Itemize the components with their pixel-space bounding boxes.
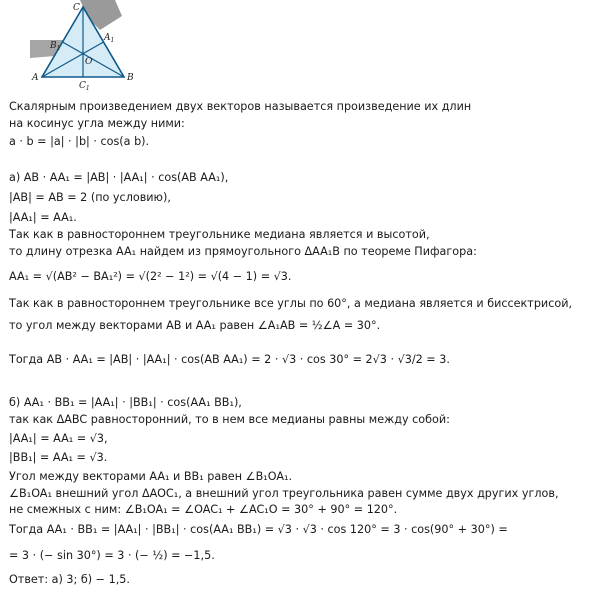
part-b-angle: Угол между векторами AA₁ и BB₁ равен ∠B₁OA₁.: [9, 470, 293, 483]
part-a-formula-2: |AB| = AB = 2 (по условию),: [9, 191, 171, 204]
part-b-formula-1: б) AA₁ · BB₁ = |AA₁| · |BB₁| · cos(AA₁ BB₁),: [9, 396, 242, 409]
label-b1: $B_1$: [50, 41, 61, 52]
label-c: C: [73, 3, 80, 13]
part-a-formula-3: |AA₁| = AA₁.: [9, 211, 77, 224]
label-a: A: [32, 73, 39, 83]
part-a-result: Тогда AB · AA₁ = |AB| · |AA₁| · cos(AB AA₁) = 2 · √3 · cos 30° = 2√3 · √3/2 = 3.: [9, 353, 450, 366]
part-a-formula-1: а) AB · AA₁ = |AB| · |AA₁| · cos(AB AA₁),: [9, 171, 229, 184]
label-a1: $A_1$: [104, 33, 115, 44]
part-a-pythagoras: AA₁ = √(AB² − BA₁²) = √(2² − 1²) = √(4 − 1) = √3.: [9, 270, 292, 283]
label-o: O: [85, 57, 93, 67]
part-a-text-3: Так как в равностороннем треугольнике все углы по 60°, а медиана является и биссектрисой,: [9, 297, 573, 310]
label-c1: $C_1$: [79, 81, 90, 92]
part-b-text-2: ∠B₁OA₁ внешний угол ΔAOC₁, а внешний угол треугольника равен сумме двух других углов,: [9, 487, 559, 500]
part-a-angle: то угол между векторами AB и AA₁ равен ∠A₁AB = ½∠A = 30°.: [9, 319, 381, 332]
part-a-text-1: Так как в равностороннем треугольнике медиана является и высотой,: [9, 228, 430, 241]
definition-formula: a · b = |a| · |b| · cos(a b).: [9, 135, 150, 148]
part-b-text-1: так как ΔABC равносторонний, то в нем все медианы равны между собой:: [9, 413, 450, 426]
label-b: B: [127, 73, 134, 83]
part-b-formula-3: |BB₁| = AA₁ = √3.: [9, 451, 108, 464]
definition-line-1: Скалярным произведением двух векторов называется произведение их длин: [9, 100, 472, 113]
part-b-formula-2: |AA₁| = AA₁ = √3,: [9, 432, 108, 445]
part-a-text-2: то длину отрезка AA₁ найдем из прямоугольного ΔAA₁B по теореме Пифагора:: [9, 245, 477, 258]
triangle-figure: [30, 0, 140, 92]
definition-line-2: на косинус угла между ними:: [9, 117, 185, 130]
part-b-result-1: Тогда AA₁ · BB₁ = |AA₁| · |BB₁| · cos(AA₁ BB₁) = √3 · √3 · cos 120° = 3 · cos(90° + 30°) =: [9, 523, 508, 536]
part-b-result-2: = 3 · (− sin 30°) = 3 · (− ½) = −1,5.: [9, 549, 215, 562]
part-b-angle-sum: не смежных с ним: ∠B₁OA₁ = ∠OAC₁ + ∠AC₁O = 30° + 90° = 120°.: [9, 503, 398, 516]
answer-line: Ответ: а) 3; б) − 1,5.: [9, 573, 130, 586]
